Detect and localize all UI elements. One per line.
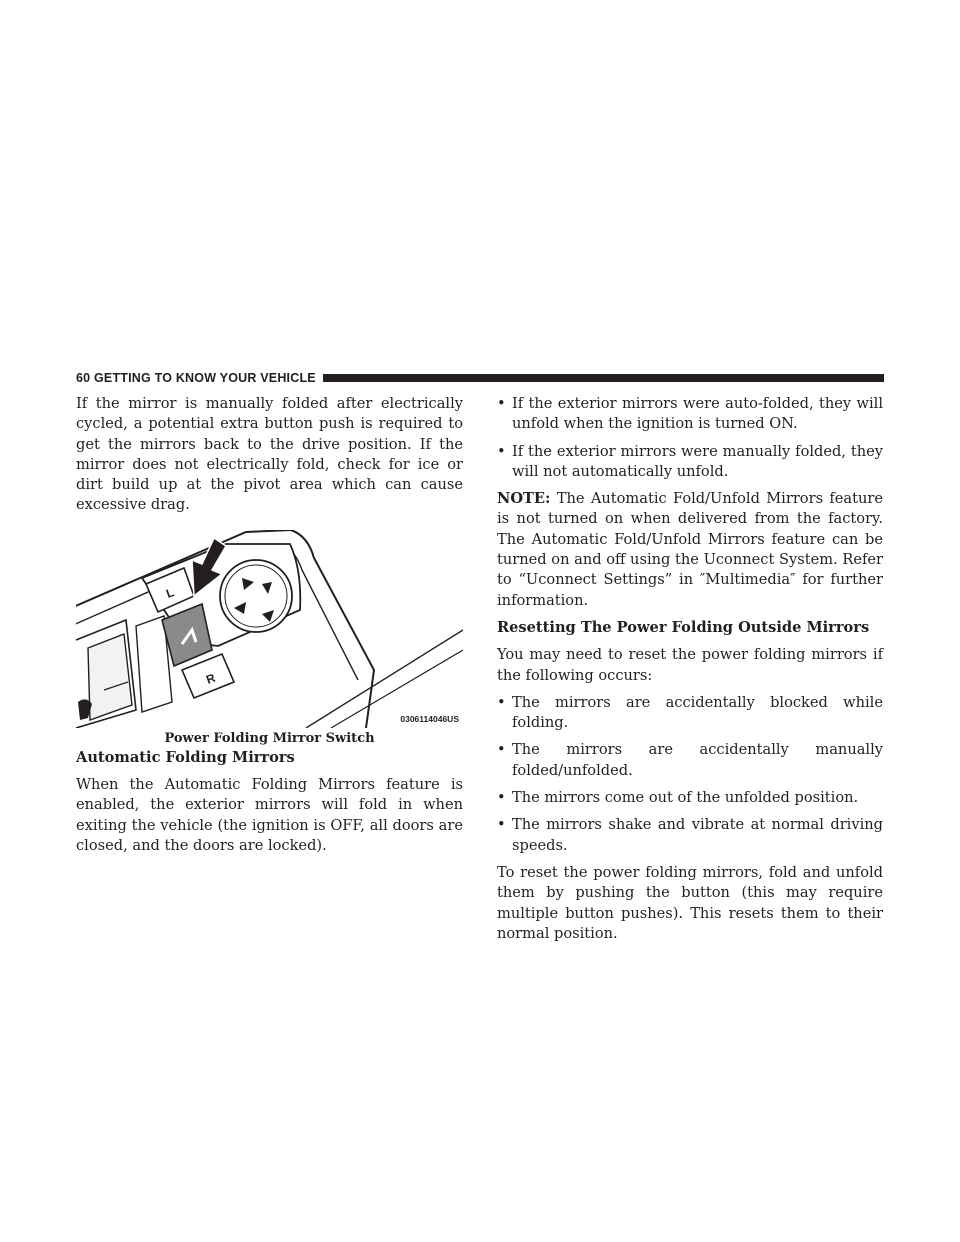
list-item: • The mirrors shake and vibrate at normal driving speeds. (497, 815, 883, 856)
left-column (76, 394, 463, 856)
note-label: NOTE: (497, 490, 551, 508)
intro-paragraph: If the mirror is manually folded after electrically cycled, a potential extra button push is required to get the mirrors back to the drive position. If the mirror does not electrically fold, check for ice or dirt build up at the pivot area which can cause excessive drag. (76, 395, 463, 514)
list-item: • If the exterior mirrors were auto-folded, they will unfold when the ignition is turned ON. (497, 394, 883, 435)
section-title: GETTING TO KNOW YOUR VEHICLE (94, 371, 316, 385)
page-number: 60 (76, 371, 91, 385)
auto-folding-heading: Automatic Folding Mirrors (76, 748, 295, 766)
note-paragraph (497, 489, 883, 611)
mirror-switch-figure (76, 530, 463, 728)
right-column (497, 394, 883, 944)
reset-intro: You may need to reset the power folding mirrors if the following occurs: (497, 646, 883, 684)
header-text (76, 371, 323, 385)
list-item: • The mirrors come out of the unfolded position. (497, 788, 883, 808)
mirror-switch-illustration (76, 530, 463, 728)
reset-bullets (497, 693, 883, 856)
switch-label-l: L (164, 584, 176, 601)
list-item: • The mirrors are accidentally manually folded/unfolded. (497, 740, 883, 781)
switch-label-r: R (204, 670, 218, 687)
note-text: The Automatic Fold/Unfold Mirrors feature is not turned on when delivered from the factory. The Automatic Fold/Unfold Mirrors feature can be turned on and off using the Uconnect System. Refer to “Uconnect Settings” in ″Multimedia″ for further information. (497, 490, 883, 609)
list-item: • If the exterior mirrors were manually folded, they will not automatically unfold. (497, 442, 883, 483)
auto-folding-paragraph: When the Automatic Folding Mirrors feature is enabled, the exterior mirrors will fold in when exiting the vehicle (the ignition is OFF, all doors are closed, and the doors are locked). (76, 776, 463, 854)
header-rule (323, 374, 884, 382)
reset-heading: Resetting The Power Folding Outside Mirrors (497, 618, 870, 636)
figure-code: 0306114046US (400, 713, 459, 724)
figure-caption: Power Folding Mirror Switch (164, 730, 375, 746)
auto-fold-bullets (497, 394, 883, 482)
page-header (76, 370, 884, 386)
reset-paragraph: To reset the power folding mirrors, fold and unfold them by pushing the button (this may require multiple button pushes). This resets them to their normal position. (497, 863, 883, 942)
list-item: • The mirrors are accidentally blocked while folding. (497, 693, 883, 734)
